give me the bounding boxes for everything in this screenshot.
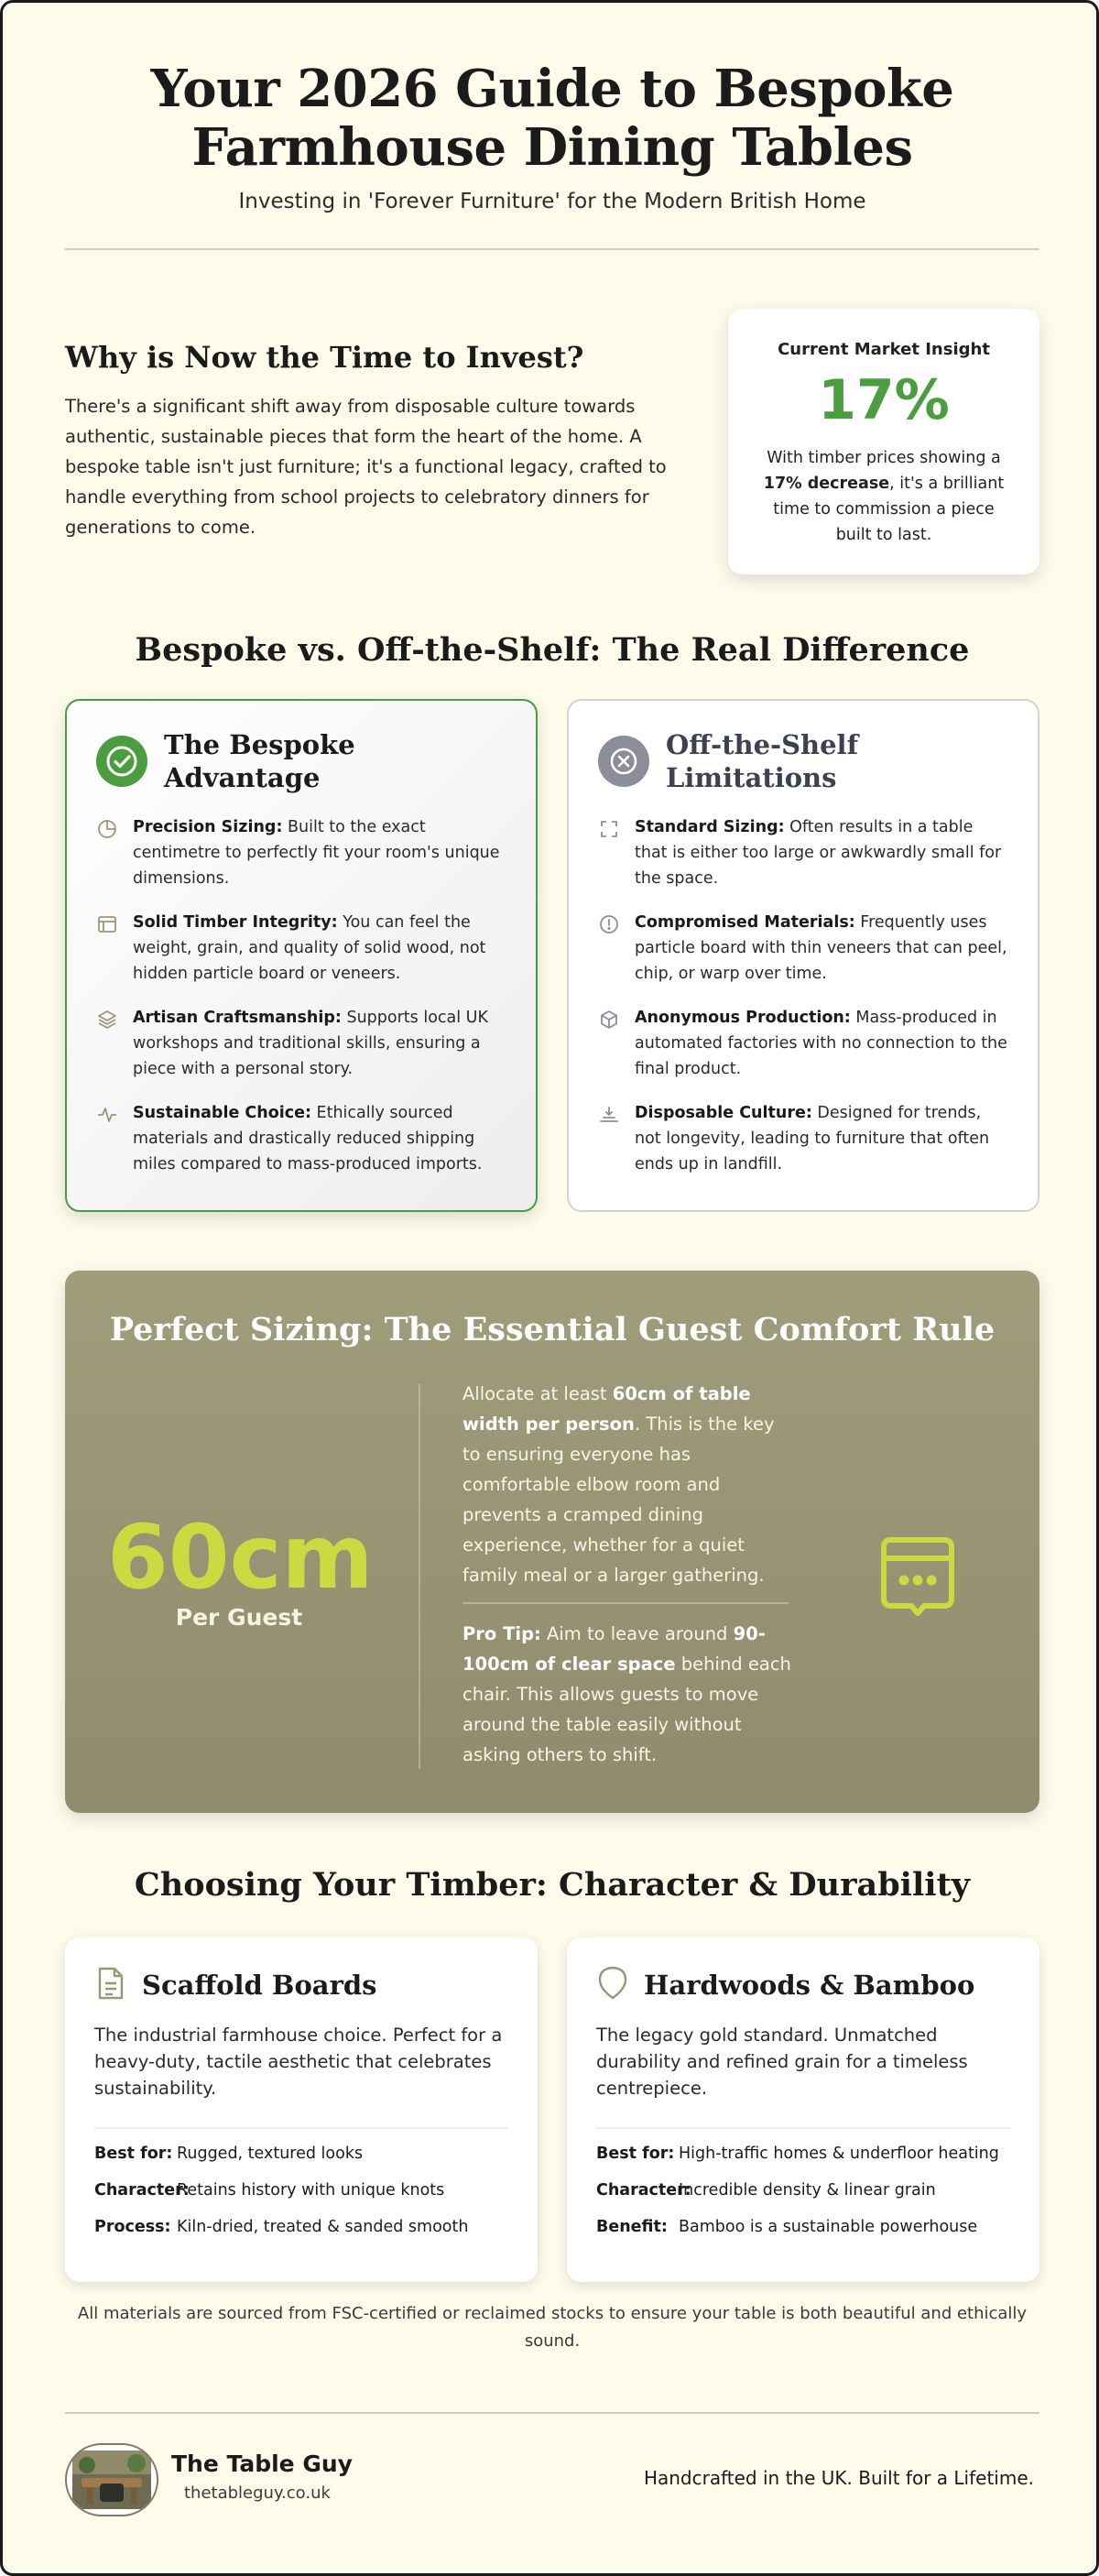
box-icon (598, 1005, 635, 1034)
check-circle-icon (96, 736, 147, 787)
brand-website-link[interactable]: thetableguy.co.uk (184, 2483, 331, 2503)
activity-icon (96, 1100, 133, 1130)
page-title: Your 2026 Guide to Bespoke Farmhouse Dining Tables (150, 59, 954, 178)
timber-card-desc: The industrial farmhouse choice. Perfect for a heavy-duty, tactile aesthetic that celebrates sustainability. (94, 2025, 503, 2099)
sizing-divider-vertical (419, 1384, 420, 1769)
comparison-heading: Bespoke vs. Off-the-Shelf: The Real Difference (135, 631, 970, 669)
timber-card-divider (94, 2127, 508, 2129)
landfill-icon (598, 1100, 635, 1130)
x-circle-icon (598, 736, 649, 787)
footer-tagline: Handcrafted in the UK. Built for a Lifetime. (643, 2467, 1034, 2489)
hardwoods-bamboo-card (567, 1937, 1039, 2282)
alert-circle-icon (598, 910, 635, 939)
guest-width-value: 60cm (107, 1506, 374, 1609)
offshelf-card-title: Off-the-Shelf Limitations (666, 729, 859, 793)
guest-width-label: Per Guest (175, 1604, 303, 1631)
timber-card-desc: The legacy gold standard. Unmatched durability and refined grain for a timeless centrepiece. (596, 2025, 968, 2099)
list-item: Solid Timber Integrity: You can feel the weight, grain, and quality of solid wood, not hidden particle board or veneers. (96, 910, 506, 987)
list-item: Disposable Culture: Designed for trends, not longevity, leading to furniture that often ends up in landfill. (598, 1100, 1008, 1177)
off-the-shelf-card (567, 699, 1039, 1212)
list-item: Anonymous Production: Mass-produced in automated factories with no connection to the final product. (598, 1005, 1008, 1082)
scaffold-boards-card (65, 1937, 538, 2282)
timber-spec-row: Process: Kiln-dried, treated & sanded smooth (94, 2218, 469, 2236)
market-insight-card (728, 309, 1039, 574)
sizing-divider-horizontal (462, 1602, 789, 1604)
timber-spec-row: Character: Retains history with unique knots (94, 2181, 445, 2199)
pie-chart-icon (96, 814, 133, 844)
list-item: Precision Sizing: Built to the exact centimetre to perfectly fit your room's unique dimensions. (96, 814, 506, 891)
list-item: Sustainable Choice: Ethically sourced materials and drastically reduced shipping miles compared to mass-produced imports. (96, 1100, 506, 1177)
chat-bubble-icon (867, 1527, 968, 1632)
frame-corners-icon (598, 814, 635, 844)
list-item: Compromised Materials: Frequently uses particle board with thin veneers that can peel, chip, or warp over time. (598, 910, 1008, 987)
timber-spec-row: Best for: Rugged, textured looks (94, 2145, 364, 2163)
sizing-panel (65, 1271, 1039, 1813)
timber-spec-row: Benefit: Bamboo is a sustainable powerhouse (596, 2218, 978, 2236)
window-icon (96, 910, 133, 939)
sizing-rule-text: Allocate at least 60cm of table width per person. This is the key to ensuring everyone has comfortable elbow room and prevents a cramped dining experience, whether for a quiet family meal or a larger gathering. (462, 1383, 775, 1586)
insight-text: With timber prices showing a 17% decrease, it's a brilliant time to commission a piece built to last. (763, 449, 1005, 544)
timber-spec-row: Character: Incredible density & linear grain (596, 2181, 936, 2199)
timber-heading: Choosing Your Timber: Character & Durability (134, 1866, 971, 1904)
sourcing-note: All materials are sourced from FSC-certified or reclaimed stocks to ensure your table is both beautiful and ethically sound. (77, 2304, 1028, 2351)
timber-card-title: Hardwoods & Bamboo (644, 1970, 975, 2001)
invest-heading: Why is Now the Time to Invest? (65, 340, 584, 375)
footer-divider (65, 2412, 1039, 2414)
header-divider (65, 248, 1039, 250)
bespoke-advantage-card (65, 699, 538, 1212)
layers-icon (96, 1005, 133, 1034)
list-item: Artisan Craftsmanship: Supports local UK workshops and traditional skills, ensuring a piece with a personal story. (96, 1005, 506, 1082)
sizing-heading: Perfect Sizing: The Essential Guest Comfort Rule (109, 1311, 996, 1348)
invest-body: There's a significant shift away from disposable culture towards authentic, sustainable pieces that form the heart of the home. A bespoke table isn't just furniture; it's a functional legacy, crafted to handle everything from school projects to celebratory dinners for generations to come. (65, 396, 667, 538)
list-item: Standard Sizing: Often results in a table that is either too large or awkwardly small for the space. (598, 814, 1008, 891)
document-icon (94, 1965, 127, 2005)
insight-label: Current Market Insight (778, 340, 990, 359)
brand-logo (65, 2443, 158, 2516)
bespoke-card-title: The Bespoke Advantage (164, 729, 355, 793)
timber-card-title: Scaffold Boards (142, 1970, 377, 2001)
timber-spec-row: Best for: High-traffic homes & underfloor heating (596, 2145, 999, 2163)
page-subtitle: Investing in 'Forever Furniture' for the Modern British Home (238, 190, 866, 213)
pro-tip-text: Pro Tip: Aim to leave around 90-100cm of clear space behind each chair. This allows guests to move around the table easily without asking others to shift. (462, 1623, 791, 1765)
timber-card-divider (596, 2127, 1010, 2129)
insight-value: 17% (818, 368, 950, 432)
brand-name: The Table Guy (171, 2450, 353, 2477)
leaf-icon (596, 1965, 629, 2005)
